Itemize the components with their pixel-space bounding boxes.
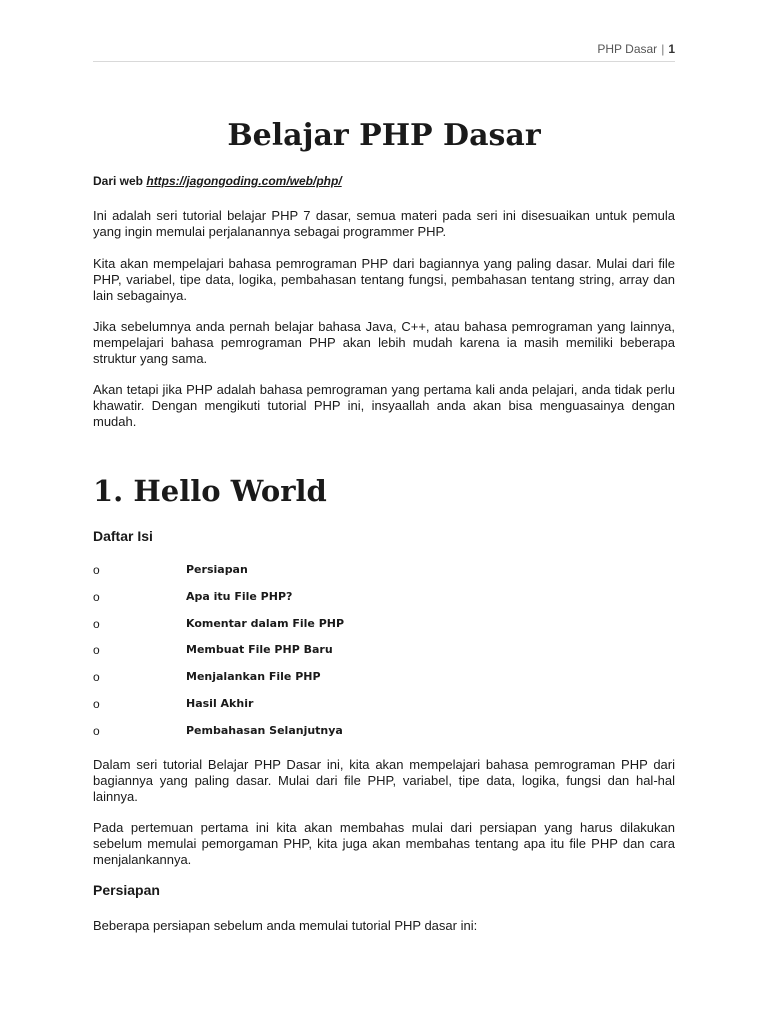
- intro-paragraph: Ini adalah seri tutorial belajar PHP 7 dasar, semua materi pada seri ini disesuaikan untuk pemula yang ingin memulai perjalanannya sebagai programmer PHP.: [93, 208, 675, 239]
- toc-link-menjalankan-file[interactable]: Menjalankan File PHP: [186, 670, 321, 684]
- toc-heading: Daftar Isi: [93, 528, 153, 544]
- body-paragraph: Pada pertemuan pertama ini kita akan membahas mulai dari persiapan yang harus dilakukan sebelum memulai pemorgaman PHP, kita juga akan membahas tentang apa itu file PHP dan cara menjalankannya.: [93, 820, 675, 867]
- toc-link-apa-itu-file-php[interactable]: Apa itu File PHP?: [186, 589, 293, 603]
- toc-item: [93, 643, 675, 670]
- table-of-contents: [93, 563, 675, 751]
- toc-item: [93, 590, 675, 617]
- bullet-icon: o: [93, 616, 100, 631]
- bullet-icon: o: [93, 696, 100, 711]
- section-title: 1. Hello World: [93, 474, 327, 508]
- toc-link-komentar[interactable]: Komentar dalam File PHP: [186, 616, 345, 630]
- running-header: [597, 42, 675, 56]
- toc-item: [93, 724, 675, 751]
- toc-link-persiapan[interactable]: Persiapan: [186, 563, 248, 576]
- running-header-separator: |: [661, 42, 665, 56]
- page-number: 1: [668, 42, 675, 56]
- intro-paragraph: Kita akan mempelajari bahasa pemrograman PHP dari bagiannya yang paling dasar. Mulai dari file PHP, variabel, tipe data, logika, pembahasan tentang fungsi, pembahasan tentang string, array dan lain sebagainya.: [93, 256, 675, 303]
- bullet-icon: o: [93, 563, 100, 577]
- source-prefix: Dari web: [93, 174, 144, 188]
- running-header-title: PHP Dasar: [597, 42, 658, 56]
- toc-link-membuat-file[interactable]: Membuat File PHP Baru: [186, 643, 333, 657]
- bullet-icon: o: [93, 589, 100, 604]
- bullet-icon: o: [93, 670, 100, 685]
- toc-item: [93, 617, 675, 644]
- toc-item: [93, 670, 675, 697]
- document-page: [93, 0, 675, 1024]
- intro-paragraph: Jika sebelumnya anda pernah belajar bahasa Java, C++, atau bahasa pemrograman yang lainnya, mempelajari bahasa pemrograman PHP akan lebih mudah karena ia masih memiliki beberapa struktur yang sama.: [93, 319, 675, 366]
- source-line: [93, 174, 342, 188]
- toc-item: [93, 697, 675, 724]
- header-divider: [93, 61, 675, 62]
- toc-item: [93, 563, 675, 590]
- subsection-heading: Persiapan: [93, 882, 160, 898]
- source-link[interactable]: https://jagongoding.com/web/php/: [146, 174, 342, 188]
- bullet-icon: o: [93, 723, 100, 738]
- toc-link-pembahasan-selanjutnya[interactable]: Pembahasan Selanjutnya: [186, 723, 343, 737]
- bullet-icon: o: [93, 643, 100, 658]
- document-title: Belajar PHP Dasar: [227, 118, 541, 153]
- toc-link-hasil-akhir[interactable]: Hasil Akhir: [186, 696, 254, 710]
- body-paragraph: Beberapa persiapan sebelum anda memulai tutorial PHP dasar ini:: [93, 918, 478, 933]
- body-paragraph: Dalam seri tutorial Belajar PHP Dasar ini, kita akan mempelajari bahasa pemrograman PHP dari bagiannya yang paling dasar. Mulai dari file PHP, variabel, tipe data, logika, fungsi dan hal-hal lainnya.: [93, 757, 675, 804]
- intro-paragraph: Akan tetapi jika PHP adalah bahasa pemrograman yang pertama kali anda pelajari, anda tidak perlu khawatir. Dengan mengikuti tutorial PHP ini, insyaallah anda akan bisa menguasainya dengan mudah.: [93, 382, 675, 429]
